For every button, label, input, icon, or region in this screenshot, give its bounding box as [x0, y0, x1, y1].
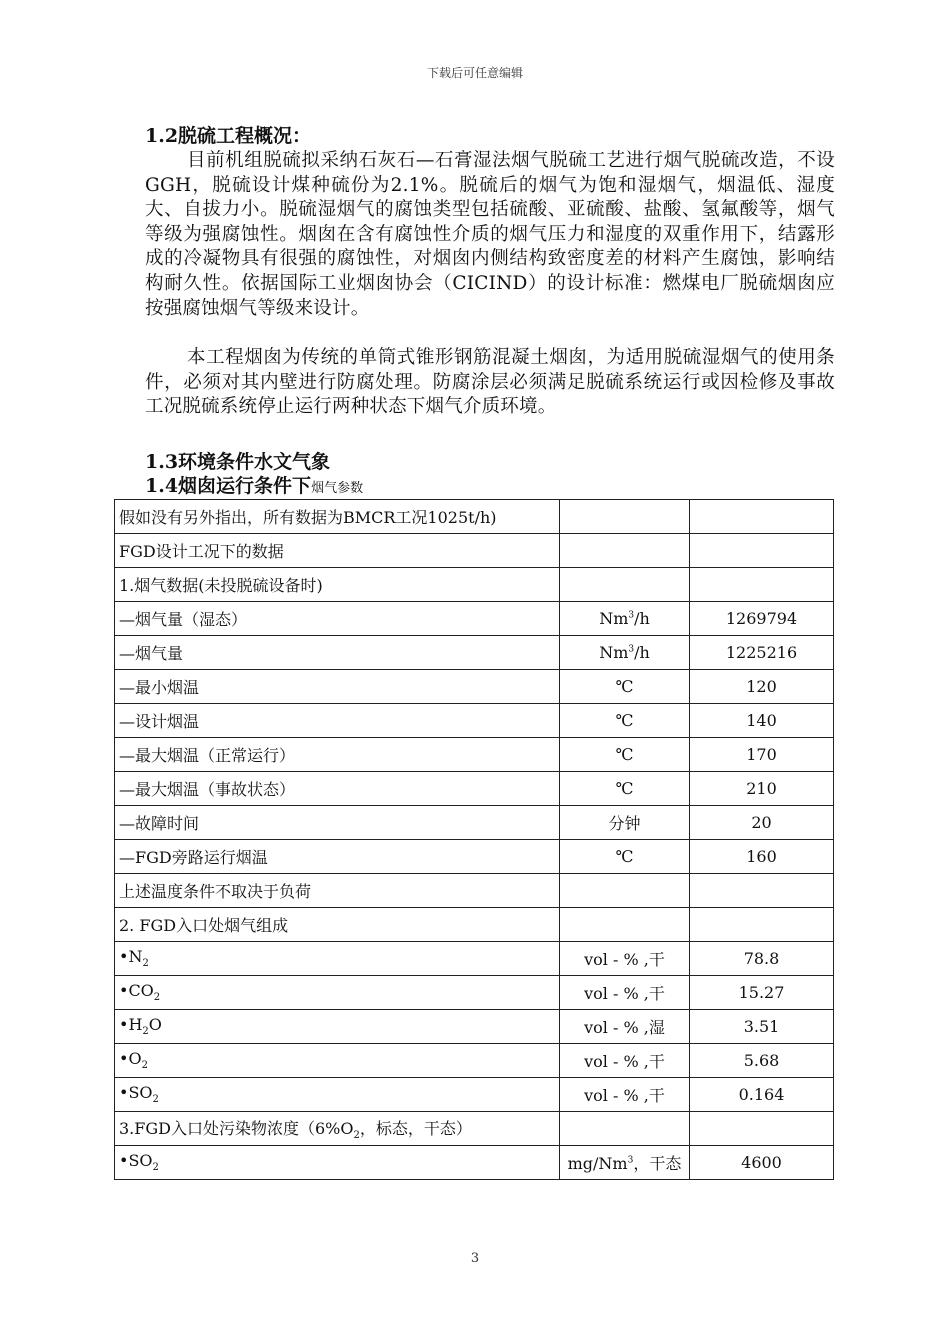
table-row [115, 568, 834, 602]
param-item-text: •N [119, 947, 143, 967]
param-value-text: 1269794 [725, 609, 798, 628]
param-unit-superscript: 3 [628, 610, 635, 621]
param-item-text: •CO [119, 981, 154, 1001]
section-heading-1-2: 1.2脱硫工程概况： [145, 125, 312, 147]
param-item-subscript: 2 [152, 1162, 159, 1174]
param-unit-cell [560, 908, 690, 942]
section-heading-1-4-subtitle: 烟气参数 [311, 481, 364, 496]
param-value-cell [690, 704, 834, 738]
param-item-text: •SO [119, 1083, 153, 1103]
param-item-cell [115, 568, 560, 602]
param-unit-text: ℃ [615, 847, 634, 866]
param-item-subscript: 2 [142, 958, 149, 970]
paragraph-chimney-text: 本工程烟囱为传统的单筒式锥形钢筋混凝土烟囱，为适用脱硫湿烟气的使用条件，必须对其内壁进行防腐处理。防腐涂层必须满足脱硫系统运行或因检修及事故工况脱硫系统停止运行两种状态下烟气介质环境。 [145, 347, 835, 418]
param-value-text: 20 [751, 813, 772, 832]
paragraph-overview [145, 149, 835, 321]
paragraph-chimney [145, 346, 835, 420]
param-unit-text: vol - % ,干 [584, 950, 665, 969]
param-unit-cell [560, 772, 690, 806]
param-item-cell [115, 500, 560, 534]
param-unit-text: vol - % ,干 [584, 984, 665, 1003]
param-item-text: —最大烟温（事故状态） [119, 780, 296, 799]
param-item-subscript: 2 [153, 992, 161, 1004]
param-item-text: 2. FGD入口处烟气组成 [119, 916, 289, 935]
table-row [115, 942, 834, 976]
param-value-cell [690, 568, 834, 602]
param-item-text: 3.FGD入口处污染物浓度（6%O [119, 1118, 354, 1138]
param-value-cell [690, 636, 834, 670]
param-value-cell [690, 806, 834, 840]
param-value-text: 210 [746, 779, 777, 798]
param-value-cell [690, 534, 834, 568]
param-item-cell [115, 636, 560, 670]
param-value-cell [690, 1078, 834, 1112]
param-item-cell [115, 670, 560, 704]
param-item-cell [115, 704, 560, 738]
param-item-cell [115, 908, 560, 942]
param-value-text: 4600 [741, 1153, 782, 1172]
param-value-cell [690, 942, 834, 976]
param-value-text: 1225216 [725, 643, 798, 662]
param-unit-cell [560, 1112, 690, 1146]
param-unit-text: mg/Nm [567, 1154, 628, 1173]
param-item-cell [115, 874, 560, 908]
param-item-text: —烟气量（湿态） [119, 610, 248, 629]
param-value-cell [690, 670, 834, 704]
param-item-text: •H [119, 1015, 143, 1035]
param-item-text: 假如没有另外指出，所有数据为BMCR工况1025t/h) [119, 508, 497, 527]
param-item-text: —最小烟温 [119, 678, 200, 697]
param-item-text: —故障时间 [119, 814, 200, 833]
param-value-text: 120 [746, 677, 777, 696]
param-value-text: 78.8 [743, 949, 780, 968]
param-value-cell [690, 1044, 834, 1078]
param-unit-cell [560, 1078, 690, 1112]
param-unit-text: vol - % ,干 [584, 1052, 665, 1071]
param-item-cell [115, 1078, 560, 1112]
param-unit-cell [560, 636, 690, 670]
param-item-cell [115, 534, 560, 568]
param-item-text: 上述温度条件不取决于负荷 [119, 882, 312, 901]
table-row [115, 602, 834, 636]
table-row [115, 636, 834, 670]
table-row [115, 1112, 834, 1146]
table-row [115, 1078, 834, 1112]
param-item-subscript: 2 [142, 1026, 149, 1038]
table-row [115, 1044, 834, 1078]
param-value-text: 3.51 [743, 1017, 780, 1036]
param-unit-text: vol - % ,湿 [584, 1018, 665, 1037]
param-item-subscript: 2 [353, 1130, 360, 1142]
param-item-cell [115, 976, 560, 1010]
param-value-text: 140 [746, 711, 777, 730]
param-value-cell [690, 840, 834, 874]
param-item-cell [115, 840, 560, 874]
param-unit-cell [560, 738, 690, 772]
param-unit-text: 分钟 [608, 814, 641, 833]
param-unit-text: vol - % ,干 [584, 1086, 665, 1105]
param-unit-cell [560, 942, 690, 976]
param-unit-cell [560, 1146, 690, 1180]
param-item-cell [115, 1044, 560, 1078]
param-item-cell [115, 602, 560, 636]
table-row [115, 874, 834, 908]
table-row [115, 1010, 834, 1044]
param-value-text: 15.27 [738, 983, 785, 1002]
param-item-subscript: 2 [141, 1060, 148, 1072]
param-item-cell [115, 942, 560, 976]
param-unit-cell [560, 1010, 690, 1044]
param-unit-cell [560, 874, 690, 908]
table-row [115, 500, 834, 534]
param-value-text: 170 [746, 745, 777, 764]
param-unit-cell [560, 704, 690, 738]
param-value-cell [690, 1112, 834, 1146]
param-value-cell [690, 772, 834, 806]
param-item-text: •O [119, 1049, 142, 1069]
section-heading-1-3: 1.3环境条件水文气象 [145, 451, 331, 473]
param-item-text: 1.烟气数据(未投脱硫设备时) [119, 576, 323, 595]
param-unit-cell [560, 840, 690, 874]
table-row [115, 772, 834, 806]
param-unit-text: ℃ [615, 711, 634, 730]
table-row [115, 670, 834, 704]
param-value-text: 0.164 [738, 1085, 785, 1104]
table-row [115, 1146, 834, 1180]
param-unit-cell [560, 1044, 690, 1078]
table-row [115, 908, 834, 942]
param-unit-cell [560, 500, 690, 534]
flue-gas-parameter-table [114, 499, 834, 1180]
table-row [115, 840, 834, 874]
param-unit-text: Nm [599, 643, 629, 662]
param-value-cell [690, 738, 834, 772]
param-item-cell [115, 1146, 560, 1180]
param-item-subscript: 2 [152, 1094, 159, 1106]
paragraph-overview-text: 目前机组脱硫拟采纳石灰石—石膏湿法烟气脱硫工艺进行烟气脱硫改造，不设GGH，脱硫设计煤种硫份为2.1%。脱硫后的烟气为饱和湿烟气，烟温低、湿度大、自拔力小。脱硫湿烟气的腐蚀类型包括硫酸、亚硫酸、盐酸、氢氟酸等，烟气等级为强腐蚀性。烟囱在含有腐蚀性介质的烟气压力和湿度的双重作用下，结露形成的冷凝物具有很强的腐蚀性，对烟囱内侧结构致密度差的材料产生腐蚀，影响结构耐久性。依据国际工业烟囱协会（CICIND）的设计标准：燃煤电厂脱硫烟囱应按强腐蚀烟气等级来设计。 [145, 150, 835, 319]
table-row [115, 806, 834, 840]
param-unit-text: Nm [599, 609, 629, 628]
param-item-text: —最大烟温（正常运行） [119, 746, 296, 765]
table-row [115, 704, 834, 738]
param-unit-cell [560, 534, 690, 568]
table-row [115, 534, 834, 568]
param-unit-tail: /h [634, 643, 650, 662]
param-value-cell [690, 602, 834, 636]
param-value-cell [690, 500, 834, 534]
param-item-cell [115, 738, 560, 772]
table-row [115, 738, 834, 772]
param-value-cell [690, 1146, 834, 1180]
param-unit-text: ℃ [615, 779, 634, 798]
param-value-text: 160 [746, 847, 777, 866]
param-unit-tail: /h [634, 609, 650, 628]
page-number: 3 [470, 1251, 480, 1266]
param-item-text: •SO [119, 1151, 153, 1171]
param-value-cell [690, 874, 834, 908]
table-body [115, 500, 834, 1180]
param-unit-tail: ，干态 [633, 1154, 682, 1173]
param-unit-text: ℃ [615, 677, 634, 696]
param-item-text: —烟气量 [119, 644, 184, 663]
param-unit-cell [560, 568, 690, 602]
table-row [115, 976, 834, 1010]
section-heading-1-4 [145, 474, 363, 501]
param-unit-superscript: 3 [627, 1155, 634, 1166]
param-item-text: —FGD旁路运行烟温 [119, 848, 268, 867]
param-unit-cell [560, 670, 690, 704]
param-value-cell [690, 908, 834, 942]
page-header: 下载后可任意编辑 [426, 66, 523, 80]
param-unit-text: ℃ [615, 745, 634, 764]
param-item-text: —设计烟温 [119, 712, 200, 731]
param-unit-cell [560, 806, 690, 840]
param-item-cell [115, 806, 560, 840]
param-item-tail: O [148, 1015, 162, 1035]
param-unit-cell [560, 976, 690, 1010]
param-unit-cell [560, 602, 690, 636]
param-item-cell [115, 1010, 560, 1044]
param-value-cell [690, 1010, 834, 1044]
param-item-tail: ，标态，干态） [359, 1118, 472, 1138]
param-unit-superscript: 3 [628, 644, 635, 655]
section-heading-1-4-title: 1.4烟囱运行条件下 [145, 475, 312, 497]
param-value-text: 5.68 [743, 1051, 780, 1070]
param-value-cell [690, 976, 834, 1010]
param-item-cell [115, 1112, 560, 1146]
param-item-text: FGD设计工况下的数据 [119, 542, 284, 561]
param-item-cell [115, 772, 560, 806]
